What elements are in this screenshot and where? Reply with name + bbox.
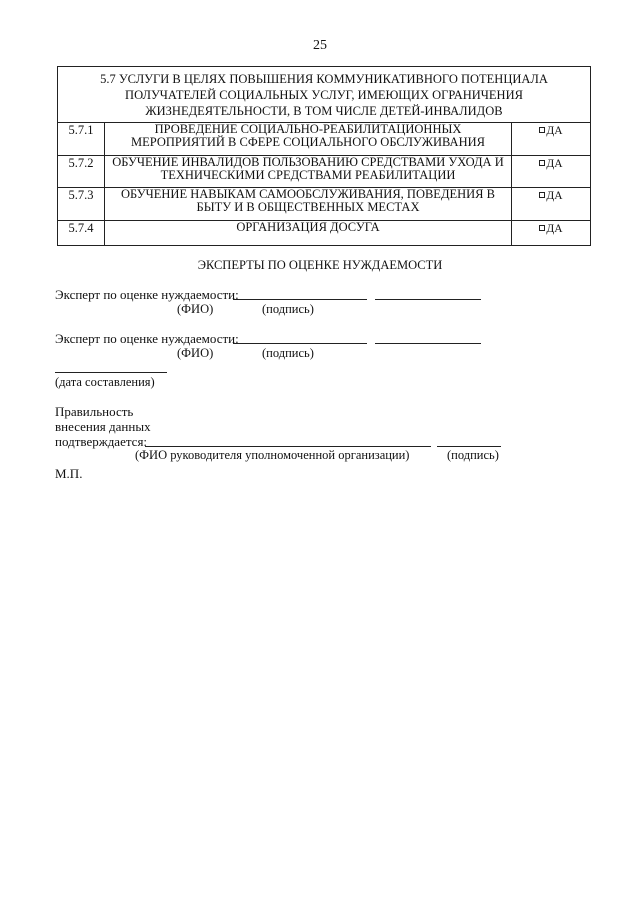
- table-row: [58, 156, 591, 188]
- yes-label: ДА: [546, 125, 563, 137]
- confirmation-line-2: внесения данных: [55, 419, 151, 434]
- table-row: [58, 188, 591, 221]
- yes-checkbox[interactable]: [512, 188, 591, 221]
- expert-1-signature-line[interactable]: [375, 299, 481, 300]
- expert-2-label: Эксперт по оценке нуждаемости:: [55, 331, 239, 346]
- expert-1-fio-line[interactable]: [233, 299, 367, 300]
- section-title-line: ПОЛУЧАТЕЛЕЙ СОЦИАЛЬНЫХ УСЛУГ, ИМЕЮЩИХ ОГРАНИЧЕНИЯ: [125, 88, 523, 102]
- service-name: [105, 221, 512, 246]
- confirmation-line-3: подтверждается:: [55, 434, 148, 449]
- services-table: [57, 66, 591, 246]
- service-name: [105, 156, 512, 188]
- page-number: 25: [313, 38, 327, 53]
- expert-1-label: Эксперт по оценке нуждаемости:: [55, 287, 239, 302]
- row-number: 5.7.4: [58, 221, 105, 246]
- service-name-line: БЫТУ И В ОБЩЕСТВЕННЫХ МЕСТАХ: [196, 200, 420, 214]
- service-name: [105, 123, 512, 156]
- confirmation-line-1: Правильность: [55, 404, 134, 419]
- experts-heading: ЭКСПЕРТЫ ПО ОЦЕНКЕ НУЖДАЕМОСТИ: [197, 258, 443, 272]
- checkbox-icon[interactable]: [539, 192, 545, 198]
- checkbox-icon[interactable]: [539, 127, 545, 133]
- yes-label: ДА: [546, 223, 563, 235]
- row-number: 5.7.3: [58, 188, 105, 221]
- head-fio-caption: (ФИО руководителя уполномоченной организации): [135, 448, 410, 462]
- expert-2-fio-line[interactable]: [233, 343, 367, 344]
- row-number: 5.7.1: [58, 123, 105, 156]
- table-row: [58, 123, 591, 156]
- service-name-line: ОБУЧЕНИЕ ИНВАЛИДОВ ПОЛЬЗОВАНИЮ СРЕДСТВАМИ УХОДА И: [112, 155, 504, 169]
- section-title-line: ЖИЗНЕДЕЯТЕЛЬНОСТИ, В ТОМ ЧИСЛЕ ДЕТЕЙ-ИНВАЛИДОВ: [145, 104, 503, 118]
- yes-label: ДА: [546, 190, 563, 202]
- expert-1-signature-caption: (подпись): [262, 302, 314, 316]
- service-name-line: ОРГАНИЗАЦИЯ ДОСУГА: [236, 220, 380, 234]
- row-number: 5.7.2: [58, 156, 105, 188]
- section-title: [58, 67, 591, 123]
- head-fio-line[interactable]: [145, 446, 431, 447]
- yes-checkbox[interactable]: [512, 221, 591, 246]
- checkbox-icon[interactable]: [539, 225, 545, 231]
- service-name-line: МЕРОПРИЯТИЙ В СФЕРЕ СОЦИАЛЬНОГО ОБСЛУЖИВАНИЯ: [131, 135, 485, 149]
- service-name-line: ОБУЧЕНИЕ НАВЫКАМ САМООБСЛУЖИВАНИЯ, ПОВЕДЕНИЯ В: [121, 187, 495, 201]
- date-line[interactable]: [55, 372, 167, 373]
- expert-2-signature-caption: (подпись): [262, 346, 314, 360]
- yes-checkbox[interactable]: [512, 156, 591, 188]
- expert-1-fio-caption: (ФИО): [177, 302, 214, 316]
- stamp-label: М.П.: [55, 466, 83, 481]
- table-row: [58, 221, 591, 246]
- expert-2-fio-caption: (ФИО): [177, 346, 214, 360]
- service-name: [105, 188, 512, 221]
- head-signature-line[interactable]: [437, 446, 501, 447]
- expert-2-signature-line[interactable]: [375, 343, 481, 344]
- head-signature-caption: (подпись): [447, 448, 499, 462]
- checkbox-icon[interactable]: [539, 160, 545, 166]
- service-name-line: ТЕХНИЧЕСКИМИ СРЕДСТВАМИ РЕАБИЛИТАЦИИ: [160, 168, 456, 182]
- yes-label: ДА: [546, 158, 563, 170]
- service-name-line: ПРОВЕДЕНИЕ СОЦИАЛЬНО-РЕАБИЛИТАЦИОННЫХ: [154, 122, 462, 136]
- yes-checkbox[interactable]: [512, 123, 591, 156]
- section-title-line: 5.7 УСЛУГИ В ЦЕЛЯХ ПОВЫШЕНИЯ КОММУНИКАТИВНОГО ПОТЕНЦИАЛА: [100, 72, 548, 86]
- date-caption: (дата составления): [55, 375, 155, 389]
